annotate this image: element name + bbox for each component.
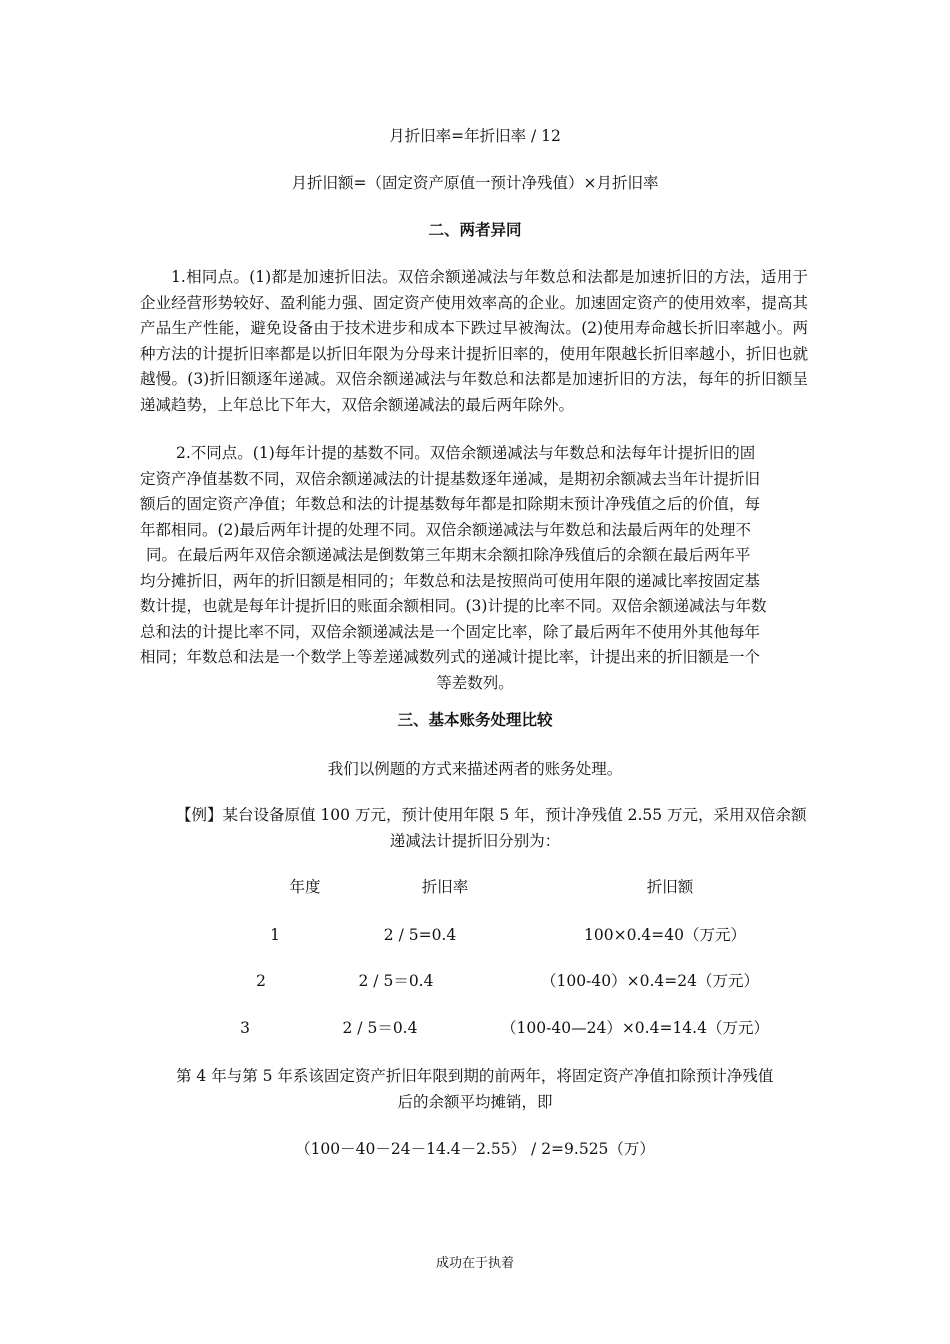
para-differences-line: 均分摊折旧，两年的折旧额是相同的；年数总和法是按照尚可使用年限的递减比率按固定基 (140, 571, 761, 590)
para-differences-line: 年都相同。(2)最后两年计提的处理不同。双倍余额递减法与年数总和法最后两年的处理不 (140, 520, 751, 539)
para-differences-line: 定资产净值基数不同，双倍余额递减法的计提基数逐年递减，是期初余额减去当年计提折旧 (140, 469, 761, 488)
para-differences-line: 2.不同点。(1)每年计提的基数不同。双倍余额递减法与年数总和法每年计提折旧的固 (176, 444, 756, 462)
para-differences-line: 数计提，也就是每年计提折旧的账面余额相同。(3)计提的比率不同。双倍余额递减法与年数 (140, 597, 767, 615)
example-line-1: 【例】某台设备原值 100 万元，预计使用年限 5 年，预计净残值 2.55 万元，采用双倍余额 (176, 806, 807, 824)
formula-monthly-amount: 月折旧额=（固定资产原值一预计净残值）×月折旧率 (291, 174, 659, 192)
table-cell-rate: 2 / 5＝0.4 (342, 1019, 418, 1037)
para-differences-line: 额后的固定资产净值；年数总和法的计提基数每年都是扣除期末预计净残值之后的价值，每 (140, 495, 761, 513)
note-line-1: 第 4 年与第 5 年系该固定资产折旧年限到期的前两年，将固定资产净值扣除预计净残值 (176, 1067, 774, 1085)
note-line-2: 后的余额平均摊销，即 (397, 1093, 553, 1111)
table-header-amount: 折旧额 (646, 878, 694, 896)
para-differences-line: 相同；年数总和法是一个数学上等差递减数列式的递减计提比率，计提出来的折旧额是一个 (140, 648, 761, 666)
table-cell-amount: （100-40—24）×0.4=14.4（万元） (501, 1019, 769, 1037)
page-footer: 成功在于执着 (435, 1256, 514, 1271)
table-cell-rate: 2 / 5＝0.4 (358, 972, 434, 990)
final-formula: （100－40－24－14.4－2.55） / 2=9.525（万） (295, 1140, 655, 1158)
section3-title: 三、基本账务处理比较 (397, 711, 553, 729)
para-differences-line: 总和法的计提比率不同，双倍余额递减法是一个固定比率，除了最后两年不使用外其他每年 (140, 622, 761, 641)
table-cell-amount: （100-40）×0.4=24（万元） (541, 972, 759, 990)
para-differences-line: 同。在最后两年双倍余额递减法是倒数第三年期末余额扣除净残值后的余额在最后两年平 (146, 546, 751, 564)
table-header-year: 年度 (289, 878, 321, 896)
table-cell-year: 3 (240, 1019, 250, 1037)
table-cell-rate: 2 / 5=0.4 (383, 926, 457, 944)
table-header-rate: 折旧率 (421, 878, 469, 896)
para-differences-line: 等差数列。 (436, 673, 514, 692)
intro-line: 我们以例题的方式来描述两者的账务处理。 (327, 760, 623, 778)
section2-title: 二、两者异同 (428, 221, 522, 239)
para-similarities-text: 1.相同点。(1)都是加速折旧法。双倍余额递减法与年数总和法都是加速折旧的方法，适用于企业经营形势较好、盈利能力强、固定资产使用效率高的企业。加速固定资产的使用效率，提高其产品生产性能，避免设备由于技术进步和成本下跌过早被淘汰。(2)使用寿命越长折旧率越小。两种方法的计提折旧率都是以折旧年限为分母来计提折旧率的，使用年限越长折旧率越小，折旧也就越慢。(3)折旧额逐年递减。双倍余额递减法与年数总和法都是加速折旧的方法，每年的折旧额呈递减趋势，上年总比下年大，双倍余额递减法的最后两年除外。 (140, 268, 808, 414)
example-line-2: 递减法计提折旧分别为： (389, 832, 561, 850)
table-cell-amount: 100×0.4=40（万元） (584, 926, 746, 944)
table-cell-year: 2 (256, 972, 266, 990)
para-similarities (140, 265, 808, 418)
table-cell-year: 1 (270, 926, 280, 944)
formula-monthly-rate: 月折旧率=年折旧率 / 12 (389, 127, 561, 145)
